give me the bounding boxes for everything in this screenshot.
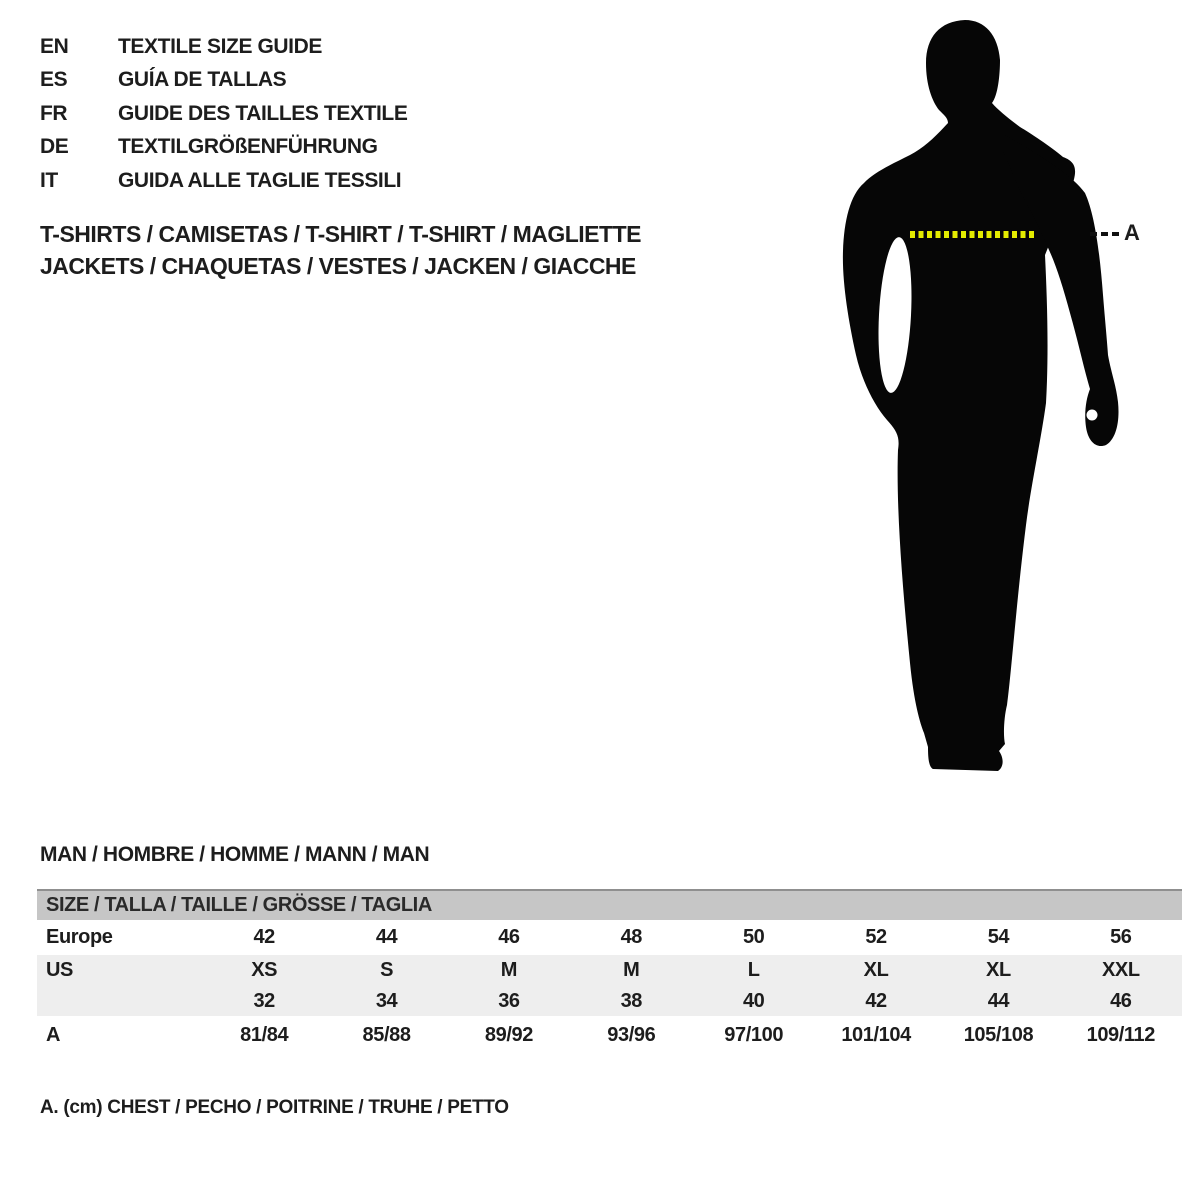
table-cell: 34 <box>375 989 398 1012</box>
section-title-man: MAN / HOMBRE / HOMME / MANN / MAN <box>40 843 430 866</box>
table-cell: 48 <box>620 926 643 948</box>
table-row-numeric <box>37 986 1182 1016</box>
language-title: GUÍA DE TALLAS <box>118 68 287 92</box>
language-code: EN <box>40 34 69 58</box>
table-cell: S <box>380 959 394 981</box>
table-cell: 105/108 <box>963 1023 1034 1046</box>
table-cell: 40 <box>742 989 765 1012</box>
table-cell: 54 <box>987 926 1010 948</box>
category-jackets: JACKETS / CHAQUETAS / VESTES / JACKEN / GIACCHE <box>40 253 636 279</box>
language-title: TEXTILGRÖßENFÜHRUNG <box>118 135 378 159</box>
table-cell: 56 <box>1110 926 1132 948</box>
table-row-us <box>37 955 1182 986</box>
chest-measure-dotted-line <box>910 231 1036 238</box>
row-label: US <box>46 959 73 981</box>
table-row-chest-a <box>37 1016 1182 1054</box>
table-cell: XL <box>986 959 1011 981</box>
row-label: Europe <box>46 926 113 948</box>
table-cell: 44 <box>987 989 1010 1012</box>
table-cell: 101/104 <box>841 1023 911 1046</box>
man-silhouette <box>840 15 1130 775</box>
measure-callout-dashes <box>1090 232 1120 236</box>
table-cell: 44 <box>375 926 398 948</box>
table-cell: 42 <box>253 926 275 948</box>
thumb-notch <box>1087 410 1098 421</box>
table-cell: 97/100 <box>724 1023 784 1046</box>
table-cell: L <box>747 959 760 981</box>
table-cell: M <box>500 959 518 981</box>
language-code: ES <box>40 68 68 92</box>
size-table <box>37 889 1182 1054</box>
table-cell: 85/88 <box>362 1023 411 1046</box>
row-label <box>37 986 203 1016</box>
measurement-footnote: A. (cm) CHEST / PECHO / POITRINE / TRUHE / PETTO <box>40 1097 509 1118</box>
measure-label-a: A <box>1124 220 1140 245</box>
table-cell: 46 <box>1110 989 1132 1012</box>
size-table-header: SIZE / TALLA / TAILLE / GRÖSSE / TAGLIA <box>37 889 1182 920</box>
table-cell: 38 <box>620 989 643 1012</box>
language-code: DE <box>40 135 69 159</box>
table-cell: 46 <box>498 926 520 948</box>
language-code: IT <box>40 168 58 192</box>
table-cell: 36 <box>498 989 520 1012</box>
table-row-europe <box>37 920 1182 955</box>
language-title: GUIDA ALLE TAGLIE TESSILI <box>118 168 402 192</box>
category-tshirts: T-SHIRTS / CAMISETAS / T-SHIRT / T-SHIRT / MAGLIETTE <box>40 221 641 247</box>
language-code: FR <box>40 101 68 125</box>
table-cell: 89/92 <box>484 1023 533 1046</box>
table-cell: 81/84 <box>240 1023 289 1046</box>
table-cell: XS <box>251 959 278 981</box>
table-cell: 93/96 <box>607 1023 656 1046</box>
table-cell: XXL <box>1101 959 1140 981</box>
row-label: A <box>46 1023 61 1046</box>
table-cell: 32 <box>253 989 275 1012</box>
table-cell: 50 <box>742 926 765 948</box>
language-title: GUIDE DES TAILLES TEXTILE <box>118 101 408 125</box>
language-title: TEXTILE SIZE GUIDE <box>118 34 322 58</box>
table-cell: XL <box>863 959 889 981</box>
table-cell: 52 <box>865 926 887 948</box>
table-cell: M <box>623 959 640 981</box>
table-cell: 109/112 <box>1086 1023 1156 1046</box>
table-cell: 42 <box>865 989 887 1012</box>
